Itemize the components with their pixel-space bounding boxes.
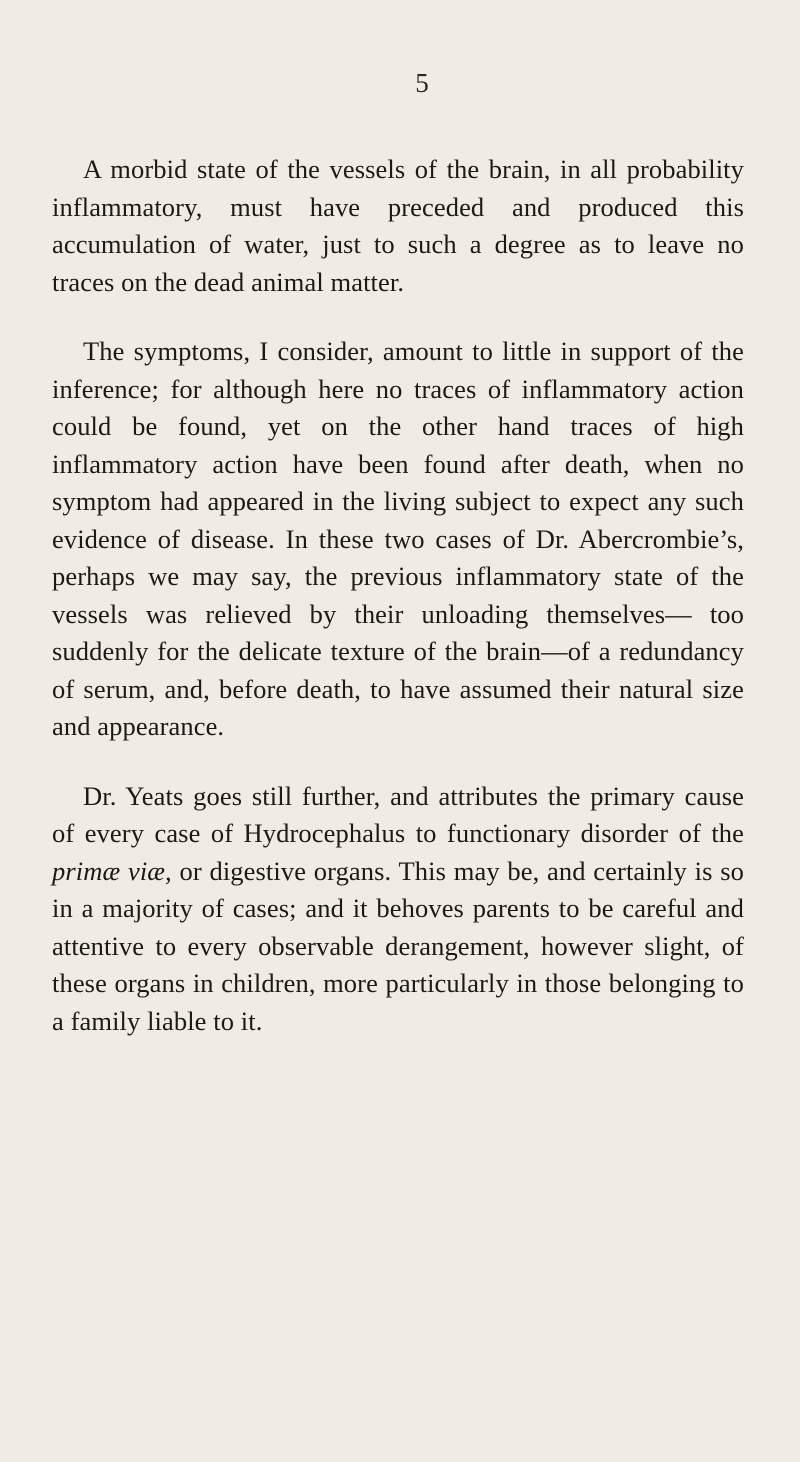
paragraph-1: A morbid state of the vessels of the brain, in all probability inflammatory, must have preceded and produced this accumulation of water, just to such a degree as to leave no traces on the dead animal matter. (52, 154, 744, 297)
body-text (52, 151, 744, 1040)
page-number: 5 (415, 68, 429, 98)
paragraph-3-text-after: or digestive organs. This may be, and certainly is so in a majority of cases; and it behoves parents to be careful and attentive to every observable derangement, however slight, of these organs in children, more particularly in those belonging to a family liable to it. (52, 855, 744, 1036)
paragraph-3-text-before: Dr. Yeats goes still further, and attributes the primary cause of every case of Hydrocephalus to functionary disorder of the (52, 780, 744, 848)
latin-phrase: primæ viæ, (52, 855, 172, 886)
paragraph-3 (52, 778, 744, 1041)
paragraph-2: The symptoms, I consider, amount to little in support of the inference; for although here no traces of inflammatory action could be found, yet on the other hand traces of high inflammatory action have been found after death, when no symptom had appeared in the living subject to expect any such evidence of disease. In these two cases of Dr. Abercrombie’s, perhaps we may say, the previous inflammatory state of the vessels was relieved by their unloading themselves— too suddenly for the delicate texture of the brain—of a redundancy of serum, and, before death, to have assumed their natural size and appearance. (52, 336, 744, 741)
